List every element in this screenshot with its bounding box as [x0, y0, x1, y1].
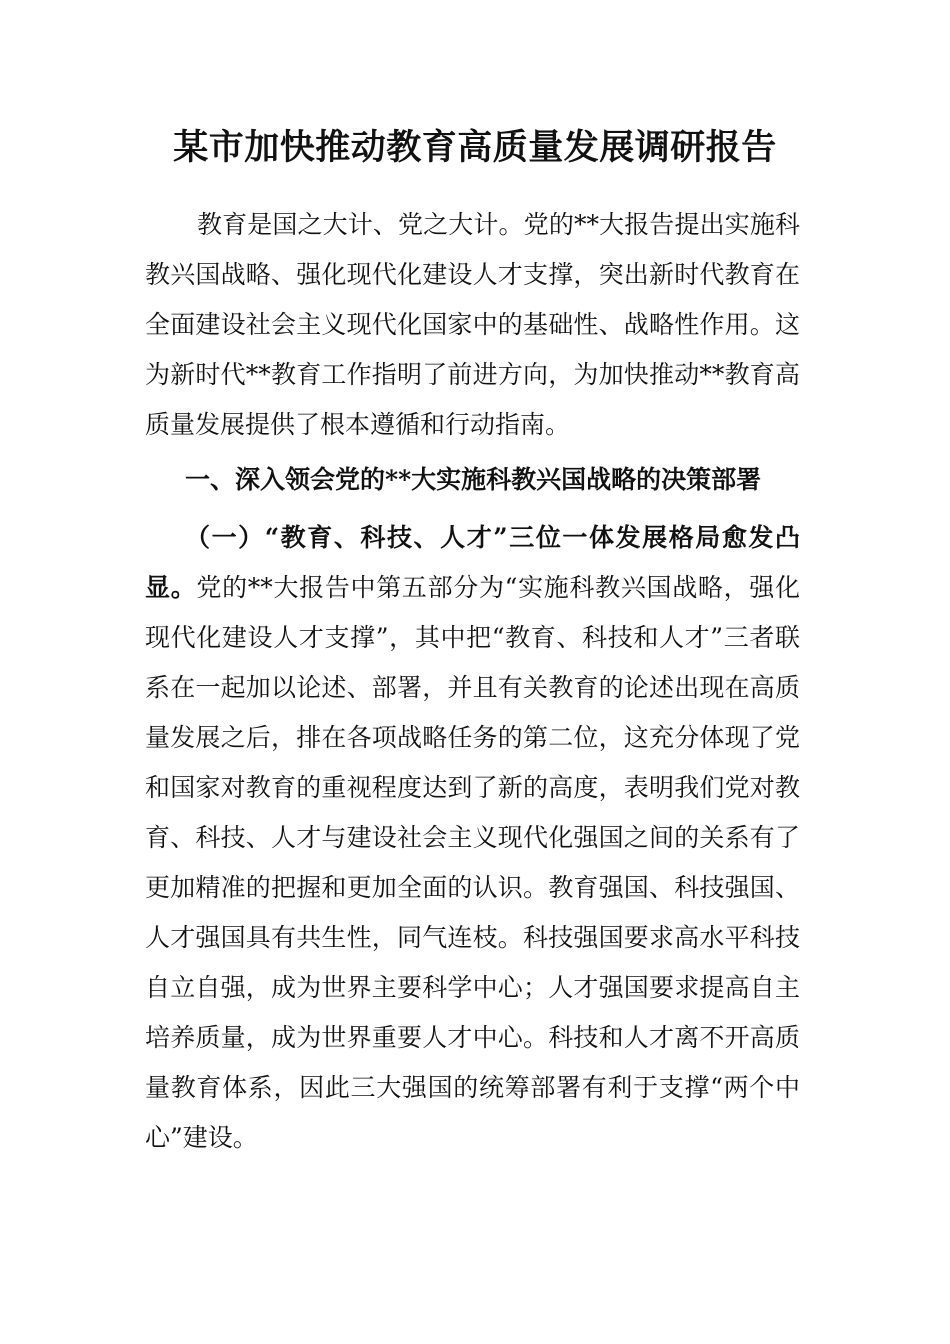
document-page — [145, 0, 805, 1344]
subsection-body: 党的**大报告中第五部分为“实施科教兴国战略，强化现代化建设人才支撑”，其中把“教育、科技和人才”三者联系在一起加以论述、部署，并且有关教育的论述出现在高质量发展之后，排在各项战略任务的第二位，这充分体现了党和国家对教育的重视程度达到了新的高度，表明我们党对教育、科技、人才与建设社会主义现代化强国之间的关系有了更加精准的把握和更加全面的认识。教育强国、科技强国、人才强国具有共生性，同气连枝。科技强国要求高水平科技自立自强，成为世界主要科学中心；人才强国要求提高自主培养质量，成为世界重要人才中心。科技和人才离不开高质量教育体系，因此三大强国的统筹部署有利于支撑“两个中心”建设。 — [145, 573, 800, 1152]
subsection-paragraph — [145, 513, 800, 1163]
section-heading: 一、深入领会党的**大实施科教兴国战略的决策部署 — [185, 465, 762, 494]
subsection-lead: （一）“教育、科技、人才”三位一体发展格局愈发凸显。 — [145, 523, 800, 602]
intro-paragraph: 教育是国之大计、党之大计。党的**大报告提出实施科教兴国战略、强化现代化建设人才支撑，突出新时代教育在全面建设社会主义现代化国家中的基础性、战略性作用。这为新时代**教育工作指明了前进方向，为加快推动**教育高质量发展提供了根本遵循和行动指南。 — [145, 210, 800, 439]
document-title: 某市加快推动教育高质量发展调研报告 — [173, 127, 777, 168]
